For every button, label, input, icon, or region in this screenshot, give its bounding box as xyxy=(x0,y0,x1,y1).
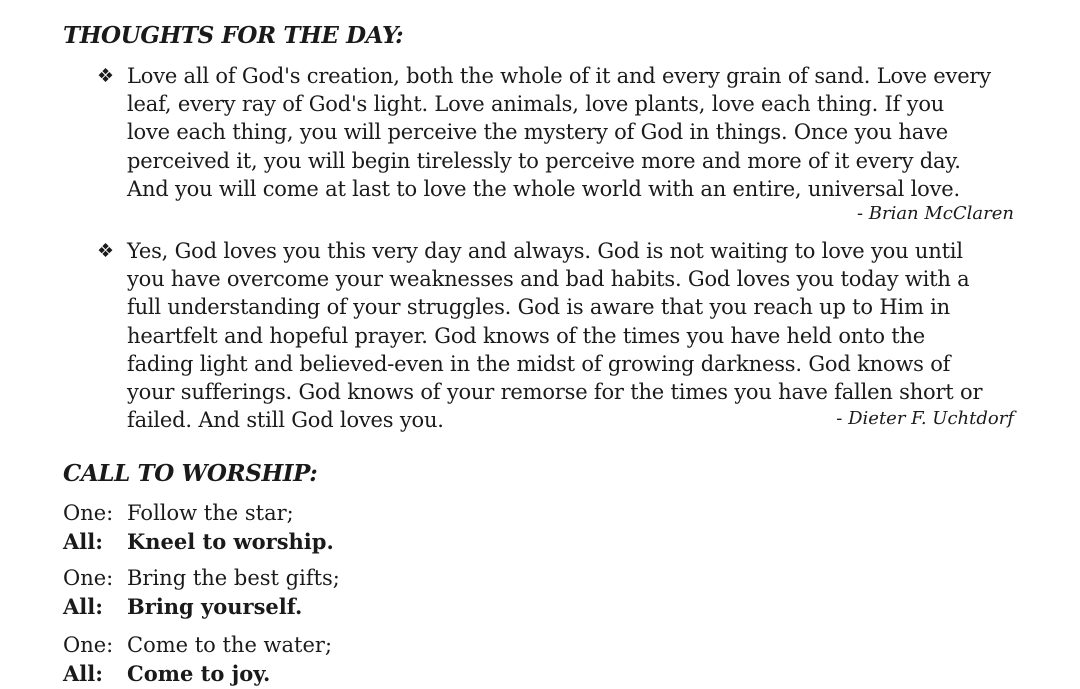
litany-speaker: All: xyxy=(63,661,104,686)
litany-speaker: All: xyxy=(63,529,104,554)
quote-line: full understanding of your struggles. God is aware that you reach up to Him in xyxy=(127,295,950,320)
bullet-diamond-icon: ❖ xyxy=(97,65,115,87)
quote-line: failed. And still God loves you. xyxy=(127,408,444,433)
quote-attribution: - Dieter F. Uchtdorf xyxy=(836,408,1014,429)
bullet-diamond-icon: ❖ xyxy=(97,240,115,262)
litany-speaker: One: xyxy=(63,501,114,525)
litany-text: Follow the star; xyxy=(127,501,294,525)
litany-text: Bring the best gifts; xyxy=(127,566,340,590)
quote-line: your sufferings. God knows of your remorse for the times you have fallen short or xyxy=(127,380,983,405)
quote-attribution: - Brian McClaren xyxy=(856,203,1014,224)
quote-line: Love all of God's creation, both the whole of it and every grain of sand. Love every xyxy=(127,64,991,88)
litany-text: Kneel to worship. xyxy=(127,529,334,554)
quote-line: leaf, every ray of God's light. Love animals, love plants, love each thing. If you xyxy=(127,92,945,117)
litany-text: Bring yourself. xyxy=(127,594,303,619)
quote-line: heartfelt and hopeful prayer. God knows of the times you have held onto the xyxy=(127,323,926,348)
litany-speaker: One: xyxy=(63,633,114,657)
quote-line: perceived it, you will begin tirelessly to perceive more and more of it every day. xyxy=(127,148,961,173)
quote-line: Yes, God loves you this very day and always. God is not waiting to love you until xyxy=(127,239,963,263)
quote-line: love each thing, you will perceive the mystery of God in things. Once you have xyxy=(127,120,948,145)
litany-speaker: All: xyxy=(63,594,104,619)
litany-text: Come to joy. xyxy=(127,661,271,686)
litany-speaker: One: xyxy=(63,566,114,590)
thoughts-heading: THOUGHTS FOR THE DAY: xyxy=(63,22,404,49)
quote-line: And you will come at last to love the whole world with an entire, universal love. xyxy=(127,176,960,201)
litany-text: Come to the water; xyxy=(127,633,333,657)
call-to-worship-heading: CALL TO WORSHIP: xyxy=(63,460,318,487)
quote-block xyxy=(127,62,1017,203)
quote-line: you have overcome your weaknesses and bad habits. God loves you today with a xyxy=(127,267,970,292)
quote-line: fading light and believed-even in the midst of growing darkness. God knows of xyxy=(127,351,951,376)
quote-block xyxy=(127,237,1017,434)
